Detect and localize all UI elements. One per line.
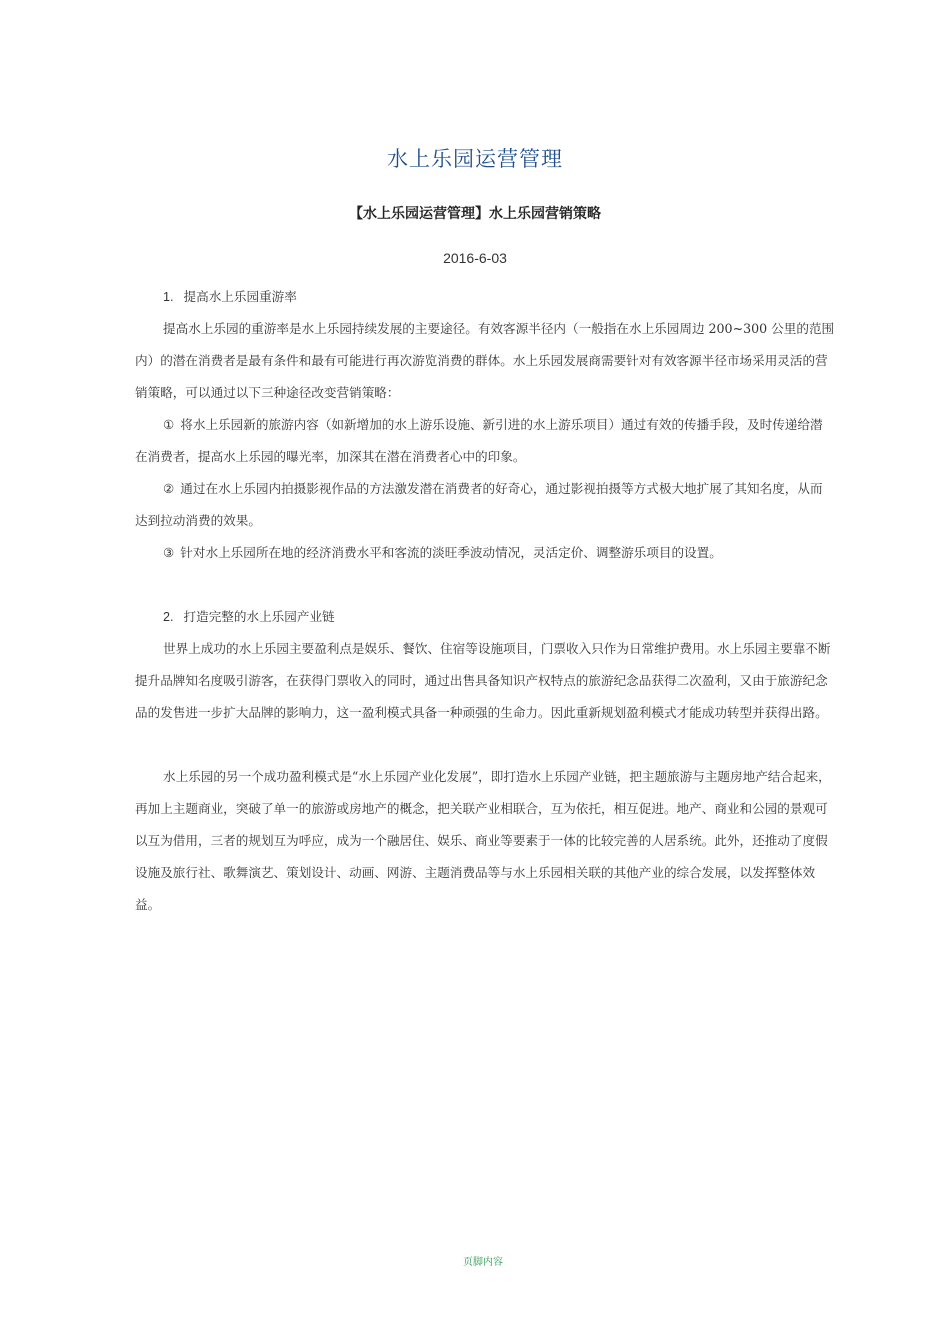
document-subtitle: 【水上乐园运营管理】水上乐园营销策略 [349, 206, 601, 222]
section-heading-text: 打造完整的水上乐园产业链 [183, 609, 335, 624]
paragraph: 世界上成功的水上乐园主要盈利点是娱乐、餐饮、住宿等设施项目，门票收入只作为日常维护费用。水上乐园主要靠不断提升品牌知名度吸引游客，在获得门票收入的同时，通过出售具备知识产权特点的旅游纪念品获得二次盈利，又由于旅游纪念品的发售进一步扩大品牌的影响力，这一盈利模式具备一种顽强的生命力。因此重新规划盈利模式才能成功转型并获得出路。 [135, 641, 831, 720]
list-item [135, 537, 835, 569]
paragraph: 提高水上乐园的重游率是水上乐园持续发展的主要途径。有效客源半径内（一般指在水上乐园周边 200~300 公里的范围内）的潜在消费者是最有条件和最有可能进行再次游览消费的群体。水上乐园发展商需要针对有效客源半径市场采用灵活的营销策略，可以通过以下三种途径改变营销策略： [135, 321, 835, 400]
section-heading [135, 281, 835, 313]
paragraph: 水上乐园的另一个成功盈利模式是“水上乐园产业化发展”，即打造水上乐园产业链，把主题旅游与主题房地产结合起来，再加上主题商业，突破了单一的旅游或房地产的概念，把关联产业相联合，互为依托，相互促进。地产、商业和公园的景观可以互为借用，三者的规划互为呼应，成为一个融居住、娱乐、商业等要素于一体的比较完善的人居系统。此外，还推动了度假设施及旅行社、歌舞演艺、策划设计、动画、网游、主题消费品等与水上乐园相关联的其他产业的综合发展，以发挥整体效益。 [135, 769, 831, 912]
list-item-text: 通过在水上乐园内拍摄影视作品的方法激发潜在消费者的好奇心，通过影视拍摄等方式极大地扩展了其知名度，从而达到拉动消费的效果。 [135, 481, 823, 528]
page-footer: 页脚内容 [463, 1257, 503, 1268]
section-number: 1. [163, 290, 174, 304]
list-item [135, 473, 835, 537]
list-marker: ① [163, 417, 175, 432]
section-heading [135, 601, 835, 633]
list-item [135, 409, 835, 473]
section-heading-text: 提高水上乐园重游率 [183, 289, 297, 304]
spacer [135, 729, 835, 761]
section-number: 2. [163, 610, 174, 624]
document-body [135, 281, 835, 921]
document-date: 2016-6-03 [443, 250, 507, 266]
spacer [135, 569, 835, 601]
list-item-text: 针对水上乐园所在地的经济消费水平和客流的淡旺季波动情况，灵活定价、调整游乐项目的设置。 [180, 545, 722, 560]
list-marker: ② [163, 481, 175, 496]
list-marker: ③ [163, 545, 175, 560]
document-title: 水上乐园运营管理 [387, 147, 563, 171]
list-item-text: 将水上乐园新的旅游内容（如新增加的水上游乐设施、新引进的水上游乐项目）通过有效的传播手段，及时传递给潜在消费者，提高水上乐园的曝光率，加深其在潜在消费者心中的印象。 [135, 417, 823, 464]
